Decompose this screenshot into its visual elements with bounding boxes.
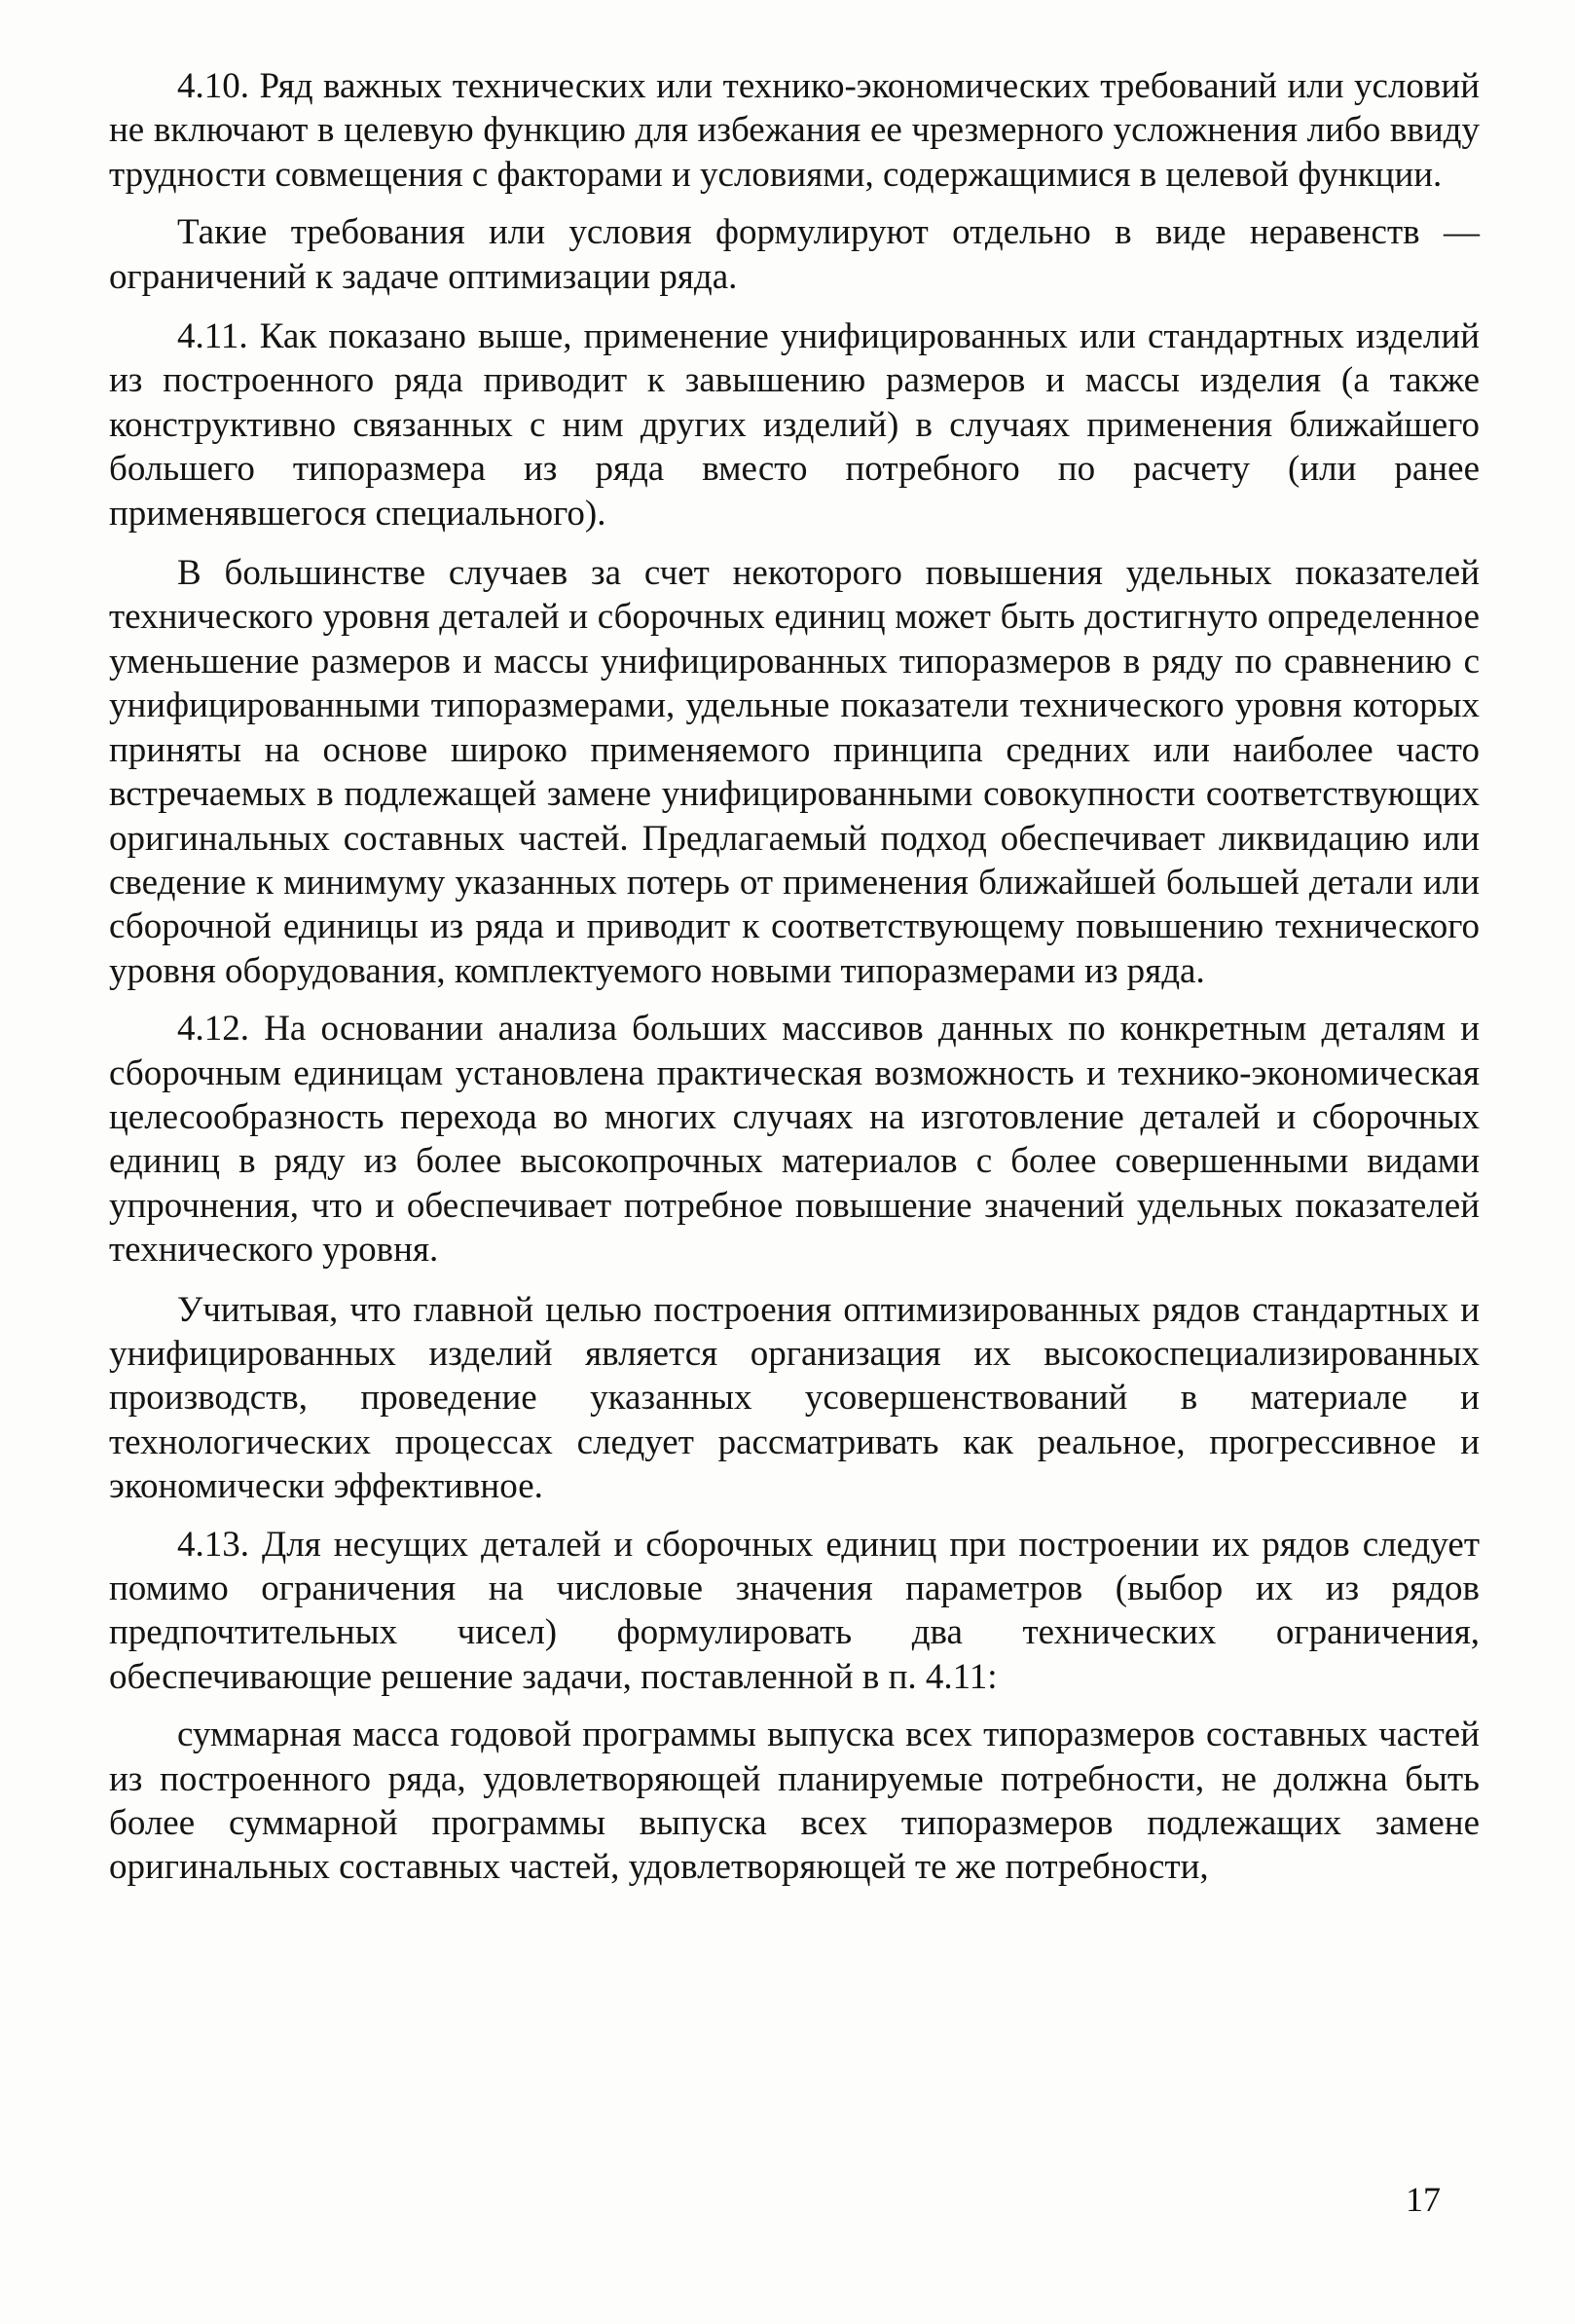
paragraph-constraints: Такие требования или условия формулируют отдельно в виде неравенств — ограничений к задаче оптимизации ряда.	[109, 212, 1480, 297]
paragraph-total-mass: суммарная масса годовой программы выпуска всех типоразмеров составных частей из построенного ряда, удовлетворяющей планируемые потребности, не должна быть более суммарной программы выпуска всех типоразмеров подлежащих замене оригинальных составных частей, удовлетворяющей те же потребности,	[109, 1715, 1480, 1888]
body-text	[109, 64, 1480, 1905]
page-number: 17	[1406, 2180, 1441, 2219]
paragraph-4-13: 4.13. Для несущих деталей и сборочных единиц при построении их рядов следует помимо ограничения на числовые значения параметров (выбор их из рядов предпочтительных чисел) формулировать два технических ограничения, обеспечивающие решение задачи, поставленной в п. 4.11:	[109, 1524, 1480, 1697]
paragraph-majority-cases: В большинстве случаев за счет некоторого повышения удельных показателей технического уровня деталей и сборочных единиц может быть достигнуто определенное уменьшение размеров и массы унифицированных типоразмеров в ряду по сравнению с унифицированными типоразмерами, удельные показатели технического уровня которых приняты на основе широко применяемого принципа средних или наиболее часто встречаемых в подлежащей замене унифицированными совокупности соответствующих оригинальных составных частей. Предлагаемый подход обеспечивает ликвидацию или сведение к минимуму указанных потерь от применения ближайшей большей детали или сборочной единицы из ряда и приводит к соответствующему повышению технического уровня оборудования, комплектуемого новыми типоразмерами из ряда.	[109, 553, 1480, 991]
paragraph-4-12: 4.12. На основании анализа больших массивов данных по конкретным деталям и сборочным единицам установлена практическая возможность и технико-экономическая целесообразность перехода во многих случаях на изготовление деталей и сборочных единиц в ряду из более высокопрочных материалов с более совершенными видами упрочнения, что и обеспечивает потребное повышение значений удельных показателей технического уровня.	[109, 1009, 1480, 1271]
paragraph-main-goal: Учитывая, что главной целью построения оптимизированных рядов стандартных и унифицированных изделий является организация их высокоспециализированных производств, проведение указанных усовершенствований в материале и технологических процессах следует рассматривать как реальное, прогрессивное и экономически эффективное.	[109, 1289, 1480, 1507]
paragraph-4-11: 4.11. Как показано выше, применение унифицированных или стандартных изделий из построенного ряда приводит к завышению размеров и массы изделия (а также конструктивно связанных с ним других изделий) в случаях применения ближайшего большего типоразмера из ряда вместо потребного по расчету (или ранее применявшегося специального).	[109, 316, 1480, 534]
paragraph-4-10: 4.10. Ряд важных технических или технико-экономических требований или условий не включают в целевую функцию для избежания ее чрезмерного усложнения либо ввиду трудности совмещения с факторами и условиями, содержащимися в целевой функции.	[109, 66, 1480, 195]
